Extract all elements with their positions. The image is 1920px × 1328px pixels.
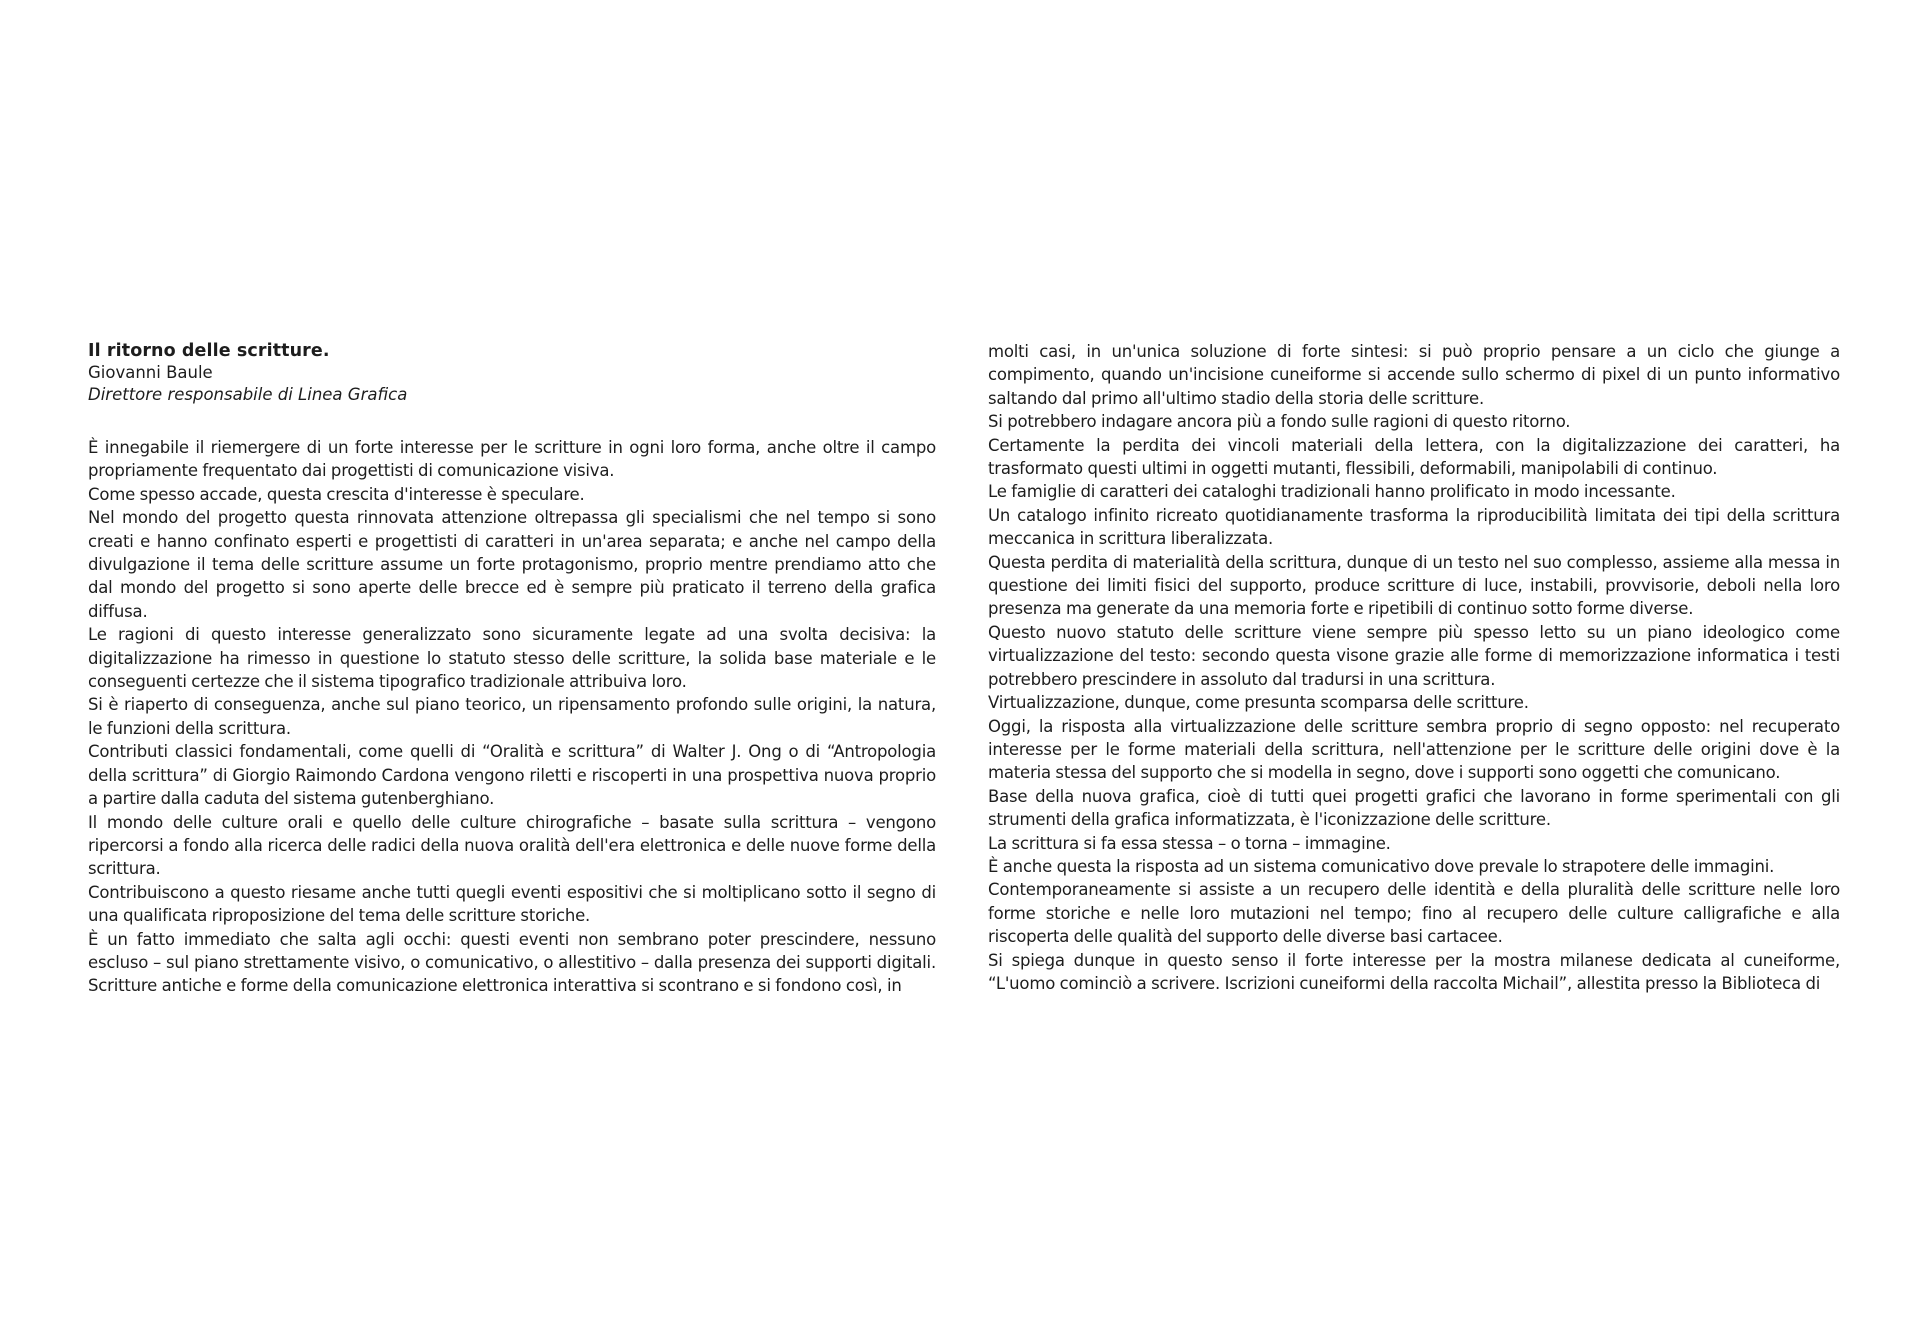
paragraph: Le famiglie di caratteri dei cataloghi tradizionali hanno prolificato in modo incessante.	[988, 482, 1676, 502]
paragraph: Nel mondo del progetto questa rinnovata attenzione oltrepassa gli specialismi che nel tempo si sono creati e hanno confinato esperti e progettisti di caratteri in un'area separata; e anche nel campo della divulgazione il tema delle scritture assume un forte protagonismo, proprio mentre prendiamo atto che dal mondo del progetto si sono aperte delle brecce ed è sempre più praticato il terreno della grafica diffusa.	[88, 508, 936, 621]
paragraph: Come spesso accade, questa crescita d'interesse è speculare.	[88, 484, 585, 504]
right-column	[988, 340, 1840, 995]
paragraph: Un catalogo infinito ricreato quotidianamente trasforma la riproducibilità limitata dei tipi della scrittura meccanica in scrittura liberalizzata.	[988, 505, 1840, 549]
paragraph: Si è riaperto di conseguenza, anche sul piano teorico, un ripensamento profondo sulle origini, la natura, le funzioni della scrittura.	[88, 695, 936, 738]
article-author: Giovanni Baule	[88, 363, 213, 382]
paragraph: Contemporaneamente si assiste a un recupero delle identità e della pluralità delle scritture nelle loro forme storiche e nelle loro mutazioni nel tempo; fino al recupero delle culture calligrafiche e alla riscoperta delle qualità del supporto delle diverse basi cartacee.	[988, 880, 1840, 947]
author-role: Direttore responsabile di Linea Grafica	[88, 385, 408, 404]
paragraph: Si spiega dunque in questo senso il forte interesse per la mostra milanese dedicata al cuneiforme, “L'uomo cominciò a scrivere. Iscrizioni cuneiformi della raccolta Michail”, allestita presso la Biblioteca di	[988, 950, 1840, 993]
article-header	[88, 340, 936, 406]
paragraph: Certamente la perdita dei vincoli materiali della lettera, con la digitalizzazione dei caratteri, ha trasformato questi ultimi in oggetti mutanti, flessibili, deformabili, manipolabili di continuo.	[988, 435, 1840, 479]
paragraph: Contributi classici fondamentali, come quelli di “Oralità e scrittura” di Walter J. Ong o di “Antropologia della scrittura” di Giorgio Raimondo Cardona vengono riletti e riscoperti in una prospettiva nuova proprio a partire dalla caduta del sistema gutenberghiano.	[88, 742, 936, 809]
left-column	[88, 340, 936, 998]
paragraph: Base della nuova grafica, cioè di tutti quei progetti grafici che lavorano in forme sperimentali con gli strumenti della grafica informatizzata, è l'iconizzazione delle scritture.	[988, 786, 1840, 830]
paragraph: La scrittura si fa essa stessa – o torna – immagine.	[988, 833, 1391, 853]
paragraph: Contribuiscono a questo riesame anche tutti quegli eventi espositivi che si moltiplicano sotto il segno di una qualificata riproposizione del tema delle scritture storiche.	[88, 882, 936, 926]
paragraph: Il mondo delle culture orali e quello delle culture chirografiche – basate sulla scrittura – vengono ripercorsi a fondo alla ricerca delle radici della nuova oralità dell'era elettronica e delle nuove forme della scrittura.	[88, 812, 936, 879]
paragraph: Le ragioni di questo interesse generalizzato sono sicuramente legate ad una svolta decisiva: la digitalizzazione ha rimesso in questione lo statuto stesso delle scritture, la solida base materiale e le conseguenti certezze che il sistema tipografico tradizionale attribuiva loro.	[88, 625, 936, 692]
paragraph: molti casi, in un'unica soluzione di forte sintesi: si può proprio pensare a un ciclo che giunge a compimento, quando un'incisione cuneiforme si accende sullo schermo di pixel di un punto informativo saltando dal primo all'ultimo stadio della storia delle scritture.	[988, 342, 1840, 408]
paragraph: Oggi, la risposta alla virtualizzazione delle scritture sembra proprio di segno opposto: nel recuperato interesse per le forme materiali della scrittura, nell'attenzione per le scritture delle origini dove è la materia stessa del supporto che si modella in segno, dove i supporti sono oggetti che comunicano.	[988, 716, 1840, 783]
paragraph: Si potrebbero indagare ancora più a fondo sulle ragioni di questo ritorno.	[988, 412, 1571, 432]
paragraph: È anche questa la risposta ad un sistema comunicativo dove prevale lo strapotere delle immagini.	[988, 856, 1775, 876]
paragraph: Virtualizzazione, dunque, come presunta scomparsa delle scritture.	[988, 693, 1529, 713]
paragraph: È un fatto immediato che salta agli occhi: questi eventi non sembrano poter prescindere, nessuno escluso – sul piano strettamente visivo, o comunicativo, o allestitivo – dalla presenza dei supporti digitali. Scritture antiche e forme della comunicazione elettronica interattiva si scontrano e si fondono così, in	[88, 929, 936, 996]
paragraph: Questa perdita di materialità della scrittura, dunque di un testo nel suo complesso, assieme alla messa in questione dei limiti fisici del supporto, produce scritture di luce, instabili, provvisorie, deboli nella loro presenza ma generate da una memoria forte e ripetibili di continuo sotto forme diverse.	[988, 552, 1840, 619]
article-title: Il ritorno delle scritture.	[88, 341, 330, 361]
paragraph: Questo nuovo statuto delle scritture viene sempre più spesso letto su un piano ideologico come virtualizzazione del testo: secondo questa visone grazie alle forme di memorizzazione informatica i testi potrebbero prescindere in assoluto dal tradursi in una scrittura.	[988, 622, 1840, 689]
paragraph: È innegabile il riemergere di un forte interesse per le scritture in ogni loro forma, anche oltre il campo propriamente frequentato dai progettisti di comunicazione visiva.	[88, 438, 936, 481]
